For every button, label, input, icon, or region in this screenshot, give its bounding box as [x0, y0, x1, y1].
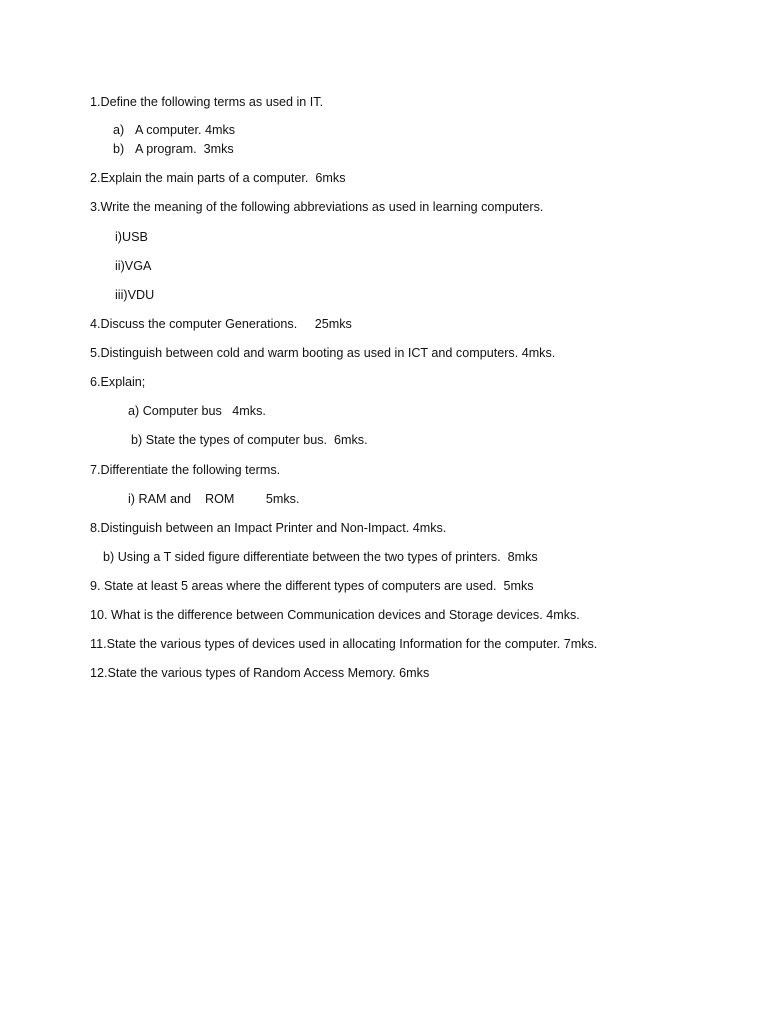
question-3-ii: ii)VGA — [115, 259, 152, 273]
question-11: 11.State the various types of devices used in allocating Information for the computer. 7mks. — [90, 637, 598, 651]
question-4: 4.Discuss the computer Generations. 25mks — [90, 317, 352, 331]
question-9: 9. State at least 5 areas where the different types of computers are used. 5mks — [90, 579, 534, 593]
question-6b: b) State the types of computer bus. 6mks. — [131, 433, 368, 447]
question-8: 8.Distinguish between an Impact Printer and Non-Impact. 4mks. — [90, 521, 447, 535]
question-1b: A program. 3mks — [135, 142, 234, 156]
question-8b: b) Using a T sided figure differentiate between the two types of printers. 8mks — [103, 550, 538, 564]
question-6a: a) Computer bus 4mks. — [128, 404, 266, 418]
question-12: 12.State the various types of Random Access Memory. 6mks — [90, 666, 430, 680]
question-1: 1.Define the following terms as used in IT. — [90, 95, 324, 109]
question-7: 7.Differentiate the following terms. — [90, 463, 281, 477]
question-3-iii: iii)VDU — [115, 288, 155, 302]
question-3-i: i)USB — [115, 230, 148, 244]
question-1a-marker: a) — [113, 123, 125, 137]
question-6: 6.Explain; — [90, 375, 146, 389]
question-2: 2.Explain the main parts of a computer. 6mks — [90, 171, 346, 185]
question-1b-marker: b) — [113, 142, 125, 156]
question-5: 5.Distinguish between cold and warm booting as used in ICT and computers. 4mks. — [90, 346, 556, 360]
question-3: 3.Write the meaning of the following abbreviations as used in learning computers. — [90, 200, 544, 214]
question-1a: A computer. 4mks — [135, 123, 236, 137]
question-7-i: i) RAM and ROM 5mks. — [128, 492, 300, 506]
question-10: 10. What is the difference between Communication devices and Storage devices. 4mks. — [90, 608, 580, 622]
